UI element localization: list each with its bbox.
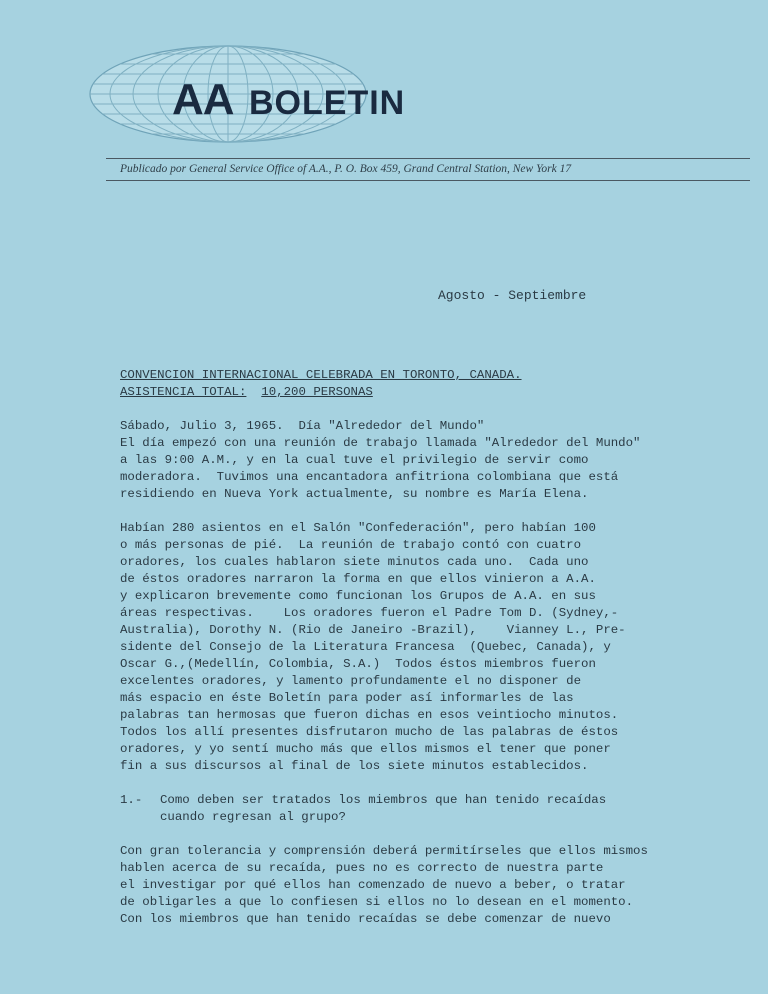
text-line: moderadora. Tuvimos una encantadora anfitriona colombiana que está [120, 470, 619, 484]
text-line: excelentes oradores, y lamento profundamente el no disponer de [120, 674, 582, 688]
text-line: áreas respectivas. Los oradores fueron el Padre Tom D. (Sydney,- [120, 606, 619, 620]
text-line: hablen acerca de su recaída, pues no es correcto de nuestra parte [120, 861, 604, 875]
text-line: de éstos oradores narraron la forma en que ellos vinieron a A.A. [120, 572, 596, 586]
text-line: Oscar G.,(Medellín, Colombia, S.A.) Todos éstos miembros fueron [120, 657, 596, 671]
text-line: a las 9:00 A.M., y en la cual tuve el privilegio de servir como [120, 453, 589, 467]
text-line: de obligarles a que lo confiesen si ellos no lo desean en el momento. [120, 895, 634, 909]
question-1 [120, 792, 750, 826]
bulletin-title: BOLETIN [249, 84, 406, 122]
paragraph-2 [120, 520, 750, 775]
text-line: Australia), Dorothy N. (Rio de Janeiro -Brazil), Vianney L., Pre- [120, 623, 626, 637]
question-number: 1.- [120, 793, 143, 807]
masthead [0, 0, 768, 200]
paragraph-1 [120, 418, 750, 503]
text-line: el investigar por qué ellos han comenzado de nuevo a beber, o tratar [120, 878, 626, 892]
headline-line-1: CONVENCION INTERNACIONAL CELEBRADA EN TORONTO, CANADA. [120, 368, 522, 382]
text-line: o más personas de pié. La reunión de trabajo contó con cuatro [120, 538, 582, 552]
text-line: El día empezó con una reunión de trabajo llamada "Alrededor del Mundo" [120, 436, 641, 450]
article-body [120, 367, 750, 945]
text-line: fin a sus discursos al final de los siete minutos establecidos. [120, 759, 589, 773]
text-line: Con gran tolerancia y comprensión deberá permitírseles que ellos mismos [120, 844, 648, 858]
text-line: sidente del Consejo de la Literatura Francesa (Quebec, Canada), y [120, 640, 611, 654]
publisher-line: Publicado por General Service Office of A.A., P. O. Box 459, Grand Central Station, New York 17 [120, 163, 572, 175]
divider-top [106, 158, 750, 159]
text-line: oradores, los cuales hablaron siete minutos cada uno. Cada uno [120, 555, 589, 569]
paragraph-3 [120, 843, 750, 928]
text-line: palabras tan hermosas que fueron dichas en esos veintiocho minutos. [120, 708, 619, 722]
text-line: Habían 280 asientos en el Salón "Confederación", pero habían 100 [120, 521, 596, 535]
headline-line-2 [120, 384, 750, 401]
text-line: más espacio en éste Boletín para poder así informarles de las [120, 691, 574, 705]
logo-aa: AA [172, 75, 234, 124]
text-line: Todos los allí presentes disfrutaron mucho de las palabras de éstos [120, 725, 619, 739]
attendance-value: 10,200 PERSONAS [261, 385, 373, 399]
question-line: Como deben ser tratados los miembros que han tenido recaídas [160, 793, 607, 807]
attendance-label: ASISTENCIA TOTAL: [120, 385, 247, 399]
question-line: cuando regresan al grupo? [160, 810, 346, 824]
headline [120, 367, 750, 401]
text-line: Sábado, Julio 3, 1965. Día "Alrededor del Mundo" [120, 419, 485, 433]
text-line: residiendo en Nueva York actualmente, su nombre es María Elena. [120, 487, 589, 501]
text-line: Con los miembros que han tenido recaídas se debe comenzar de nuevo [120, 912, 611, 926]
text-line: y explicaron brevemente como funcionan los Grupos de A.A. en sus [120, 589, 596, 603]
issue-date: Agosto - Septiembre [438, 288, 587, 303]
text-line: oradores, y yo sentí mucho más que ellos mismos el tener que poner [120, 742, 611, 756]
divider-bottom [106, 180, 750, 181]
